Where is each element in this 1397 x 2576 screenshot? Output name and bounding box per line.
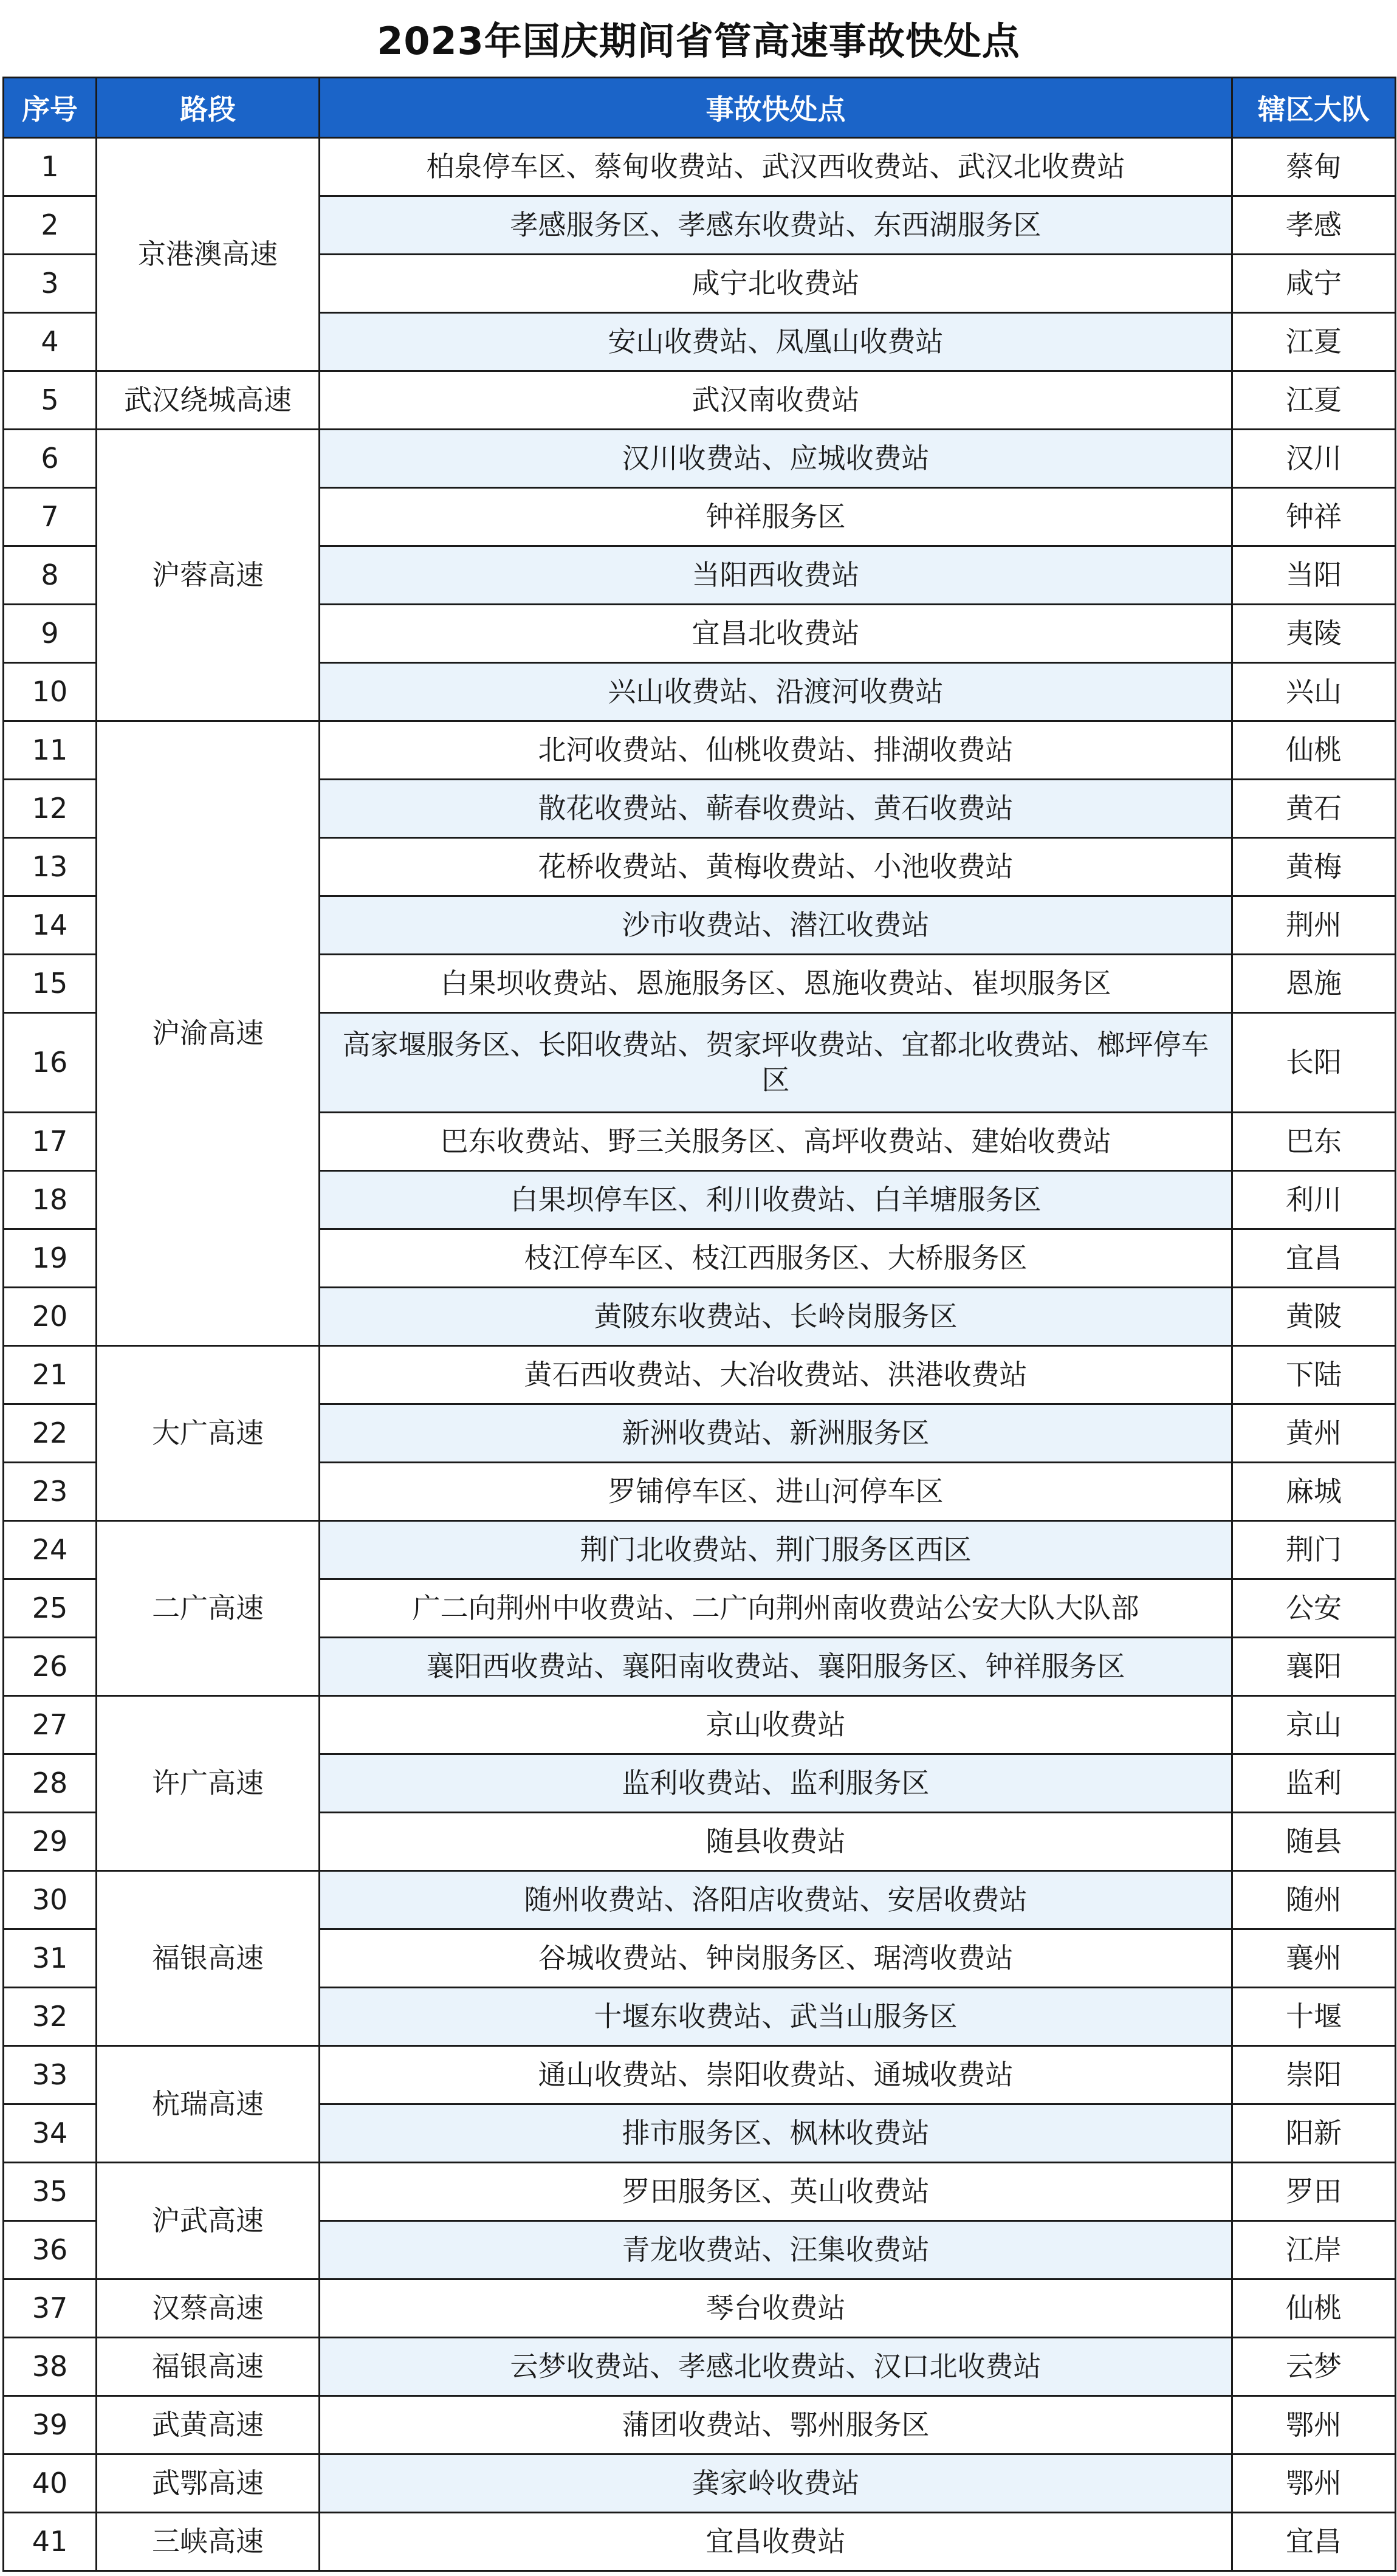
points-cell: 巴东收费站、野三关服务区、高坪收费站、建始收费站	[320, 1113, 1232, 1171]
points-cell: 当阳西收费站	[320, 546, 1232, 605]
points-cell: 汉川收费站、应城收费站	[320, 430, 1232, 488]
table-header-row	[4, 78, 1396, 138]
seq-cell: 1	[4, 138, 97, 196]
brigade-cell: 利川	[1232, 1171, 1396, 1229]
points-cell: 花桥收费站、黄梅收费站、小池收费站	[320, 838, 1232, 896]
table-row	[4, 2396, 1396, 2454]
table-row	[4, 721, 1396, 780]
brigade-cell: 黄陂	[1232, 1288, 1396, 1346]
brigade-cell: 巴东	[1232, 1113, 1396, 1171]
brigade-cell: 黄州	[1232, 1404, 1396, 1463]
segment-cell: 武鄂高速	[97, 2454, 320, 2513]
seq-cell: 9	[4, 605, 97, 663]
brigade-cell: 夷陵	[1232, 605, 1396, 663]
points-cell: 广二向荆州中收费站、二广向荆州南收费站公安大队大队部	[320, 1579, 1232, 1638]
brigade-cell: 仙桃	[1232, 721, 1396, 780]
brigade-cell: 黄梅	[1232, 838, 1396, 896]
points-cell: 黄石西收费站、大冶收费站、洪港收费站	[320, 1346, 1232, 1404]
seq-cell: 40	[4, 2454, 97, 2513]
seq-cell: 25	[4, 1579, 97, 1638]
segment-cell: 汉蔡高速	[97, 2279, 320, 2338]
seq-cell: 23	[4, 1463, 97, 1521]
brigade-cell: 荆门	[1232, 1521, 1396, 1579]
seq-cell: 21	[4, 1346, 97, 1404]
brigade-cell: 监利	[1232, 1754, 1396, 1813]
brigade-cell: 襄阳	[1232, 1638, 1396, 1696]
points-cell: 云梦收费站、孝感北收费站、汉口北收费站	[320, 2338, 1232, 2396]
seq-cell: 34	[4, 2104, 97, 2163]
brigade-cell: 阳新	[1232, 2104, 1396, 2163]
points-cell: 随州收费站、洛阳店收费站、安居收费站	[320, 1871, 1232, 1929]
seq-cell: 32	[4, 1988, 97, 2046]
seq-cell: 33	[4, 2046, 97, 2104]
points-cell: 通山收费站、崇阳收费站、通城收费站	[320, 2046, 1232, 2104]
points-cell: 钟祥服务区	[320, 488, 1232, 546]
brigade-cell: 恩施	[1232, 955, 1396, 1013]
segment-cell: 福银高速	[97, 1871, 320, 2046]
points-cell: 十堰东收费站、武当山服务区	[320, 1988, 1232, 2046]
seq-cell: 17	[4, 1113, 97, 1171]
seq-cell: 12	[4, 780, 97, 838]
header-seq: 序号	[4, 78, 97, 138]
seq-cell: 41	[4, 2513, 97, 2571]
brigade-cell: 咸宁	[1232, 255, 1396, 313]
header-brigade: 辖区大队	[1232, 78, 1396, 138]
table-row	[4, 2279, 1396, 2338]
segment-cell: 许广高速	[97, 1696, 320, 1871]
points-cell: 宜昌收费站	[320, 2513, 1232, 2571]
points-cell: 罗田服务区、英山收费站	[320, 2163, 1232, 2221]
segment-cell: 沪渝高速	[97, 721, 320, 1346]
seq-cell: 18	[4, 1171, 97, 1229]
brigade-cell: 江夏	[1232, 371, 1396, 430]
brigade-cell: 仙桃	[1232, 2279, 1396, 2338]
seq-cell: 2	[4, 196, 97, 255]
points-cell: 北河收费站、仙桃收费站、排湖收费站	[320, 721, 1232, 780]
segment-cell: 大广高速	[97, 1346, 320, 1521]
segment-cell: 杭瑞高速	[97, 2046, 320, 2163]
points-cell: 散花收费站、蕲春收费站、黄石收费站	[320, 780, 1232, 838]
seq-cell: 24	[4, 1521, 97, 1579]
table-row	[4, 1696, 1396, 1754]
table-row	[4, 430, 1396, 488]
seq-cell: 8	[4, 546, 97, 605]
seq-cell: 29	[4, 1813, 97, 1871]
table-row	[4, 2163, 1396, 2221]
points-cell: 新洲收费站、新洲服务区	[320, 1404, 1232, 1463]
points-cell: 琴台收费站	[320, 2279, 1232, 2338]
seq-cell: 38	[4, 2338, 97, 2396]
segment-cell: 二广高速	[97, 1521, 320, 1696]
points-cell: 兴山收费站、沿渡河收费站	[320, 663, 1232, 721]
table-row	[4, 2454, 1396, 2513]
brigade-cell: 鄂州	[1232, 2396, 1396, 2454]
seq-cell: 3	[4, 255, 97, 313]
seq-cell: 6	[4, 430, 97, 488]
seq-cell: 35	[4, 2163, 97, 2221]
points-cell: 黄陂东收费站、长岭岗服务区	[320, 1288, 1232, 1346]
segment-cell: 京港澳高速	[97, 138, 320, 371]
points-cell: 宜昌北收费站	[320, 605, 1232, 663]
accident-points-table	[2, 77, 1396, 2572]
table-row	[4, 1871, 1396, 1929]
brigade-cell: 十堰	[1232, 1988, 1396, 2046]
segment-cell: 三峡高速	[97, 2513, 320, 2571]
points-cell: 随县收费站	[320, 1813, 1232, 1871]
points-cell: 沙市收费站、潜江收费站	[320, 896, 1232, 955]
points-cell: 高家堰服务区、长阳收费站、贺家坪收费站、宜都北收费站、榔坪停车区	[320, 1013, 1232, 1113]
brigade-cell: 兴山	[1232, 663, 1396, 721]
points-cell: 谷城收费站、钟岗服务区、琚湾收费站	[320, 1929, 1232, 1988]
brigade-cell: 下陆	[1232, 1346, 1396, 1404]
seq-cell: 19	[4, 1229, 97, 1288]
header-segment: 路段	[97, 78, 320, 138]
seq-cell: 28	[4, 1754, 97, 1813]
seq-cell: 13	[4, 838, 97, 896]
seq-cell: 26	[4, 1638, 97, 1696]
segment-cell: 沪蓉高速	[97, 430, 320, 721]
brigade-cell: 襄州	[1232, 1929, 1396, 1988]
points-cell: 蒲团收费站、鄂州服务区	[320, 2396, 1232, 2454]
page-title: 2023年国庆期间省管高速事故快处点	[377, 19, 1020, 63]
seq-cell: 15	[4, 955, 97, 1013]
seq-cell: 31	[4, 1929, 97, 1988]
seq-cell: 16	[4, 1013, 97, 1113]
seq-cell: 37	[4, 2279, 97, 2338]
table-row	[4, 2046, 1396, 2104]
seq-cell: 14	[4, 896, 97, 955]
seq-cell: 4	[4, 313, 97, 371]
points-cell: 安山收费站、凤凰山收费站	[320, 313, 1232, 371]
seq-cell: 20	[4, 1288, 97, 1346]
brigade-cell: 鄂州	[1232, 2454, 1396, 2513]
brigade-cell: 麻城	[1232, 1463, 1396, 1521]
brigade-cell: 宜昌	[1232, 1229, 1396, 1288]
brigade-cell: 宜昌	[1232, 2513, 1396, 2571]
brigade-cell: 黄石	[1232, 780, 1396, 838]
brigade-cell: 随州	[1232, 1871, 1396, 1929]
points-cell: 京山收费站	[320, 1696, 1232, 1754]
brigade-cell: 江夏	[1232, 313, 1396, 371]
brigade-cell: 崇阳	[1232, 2046, 1396, 2104]
points-cell: 武汉南收费站	[320, 371, 1232, 430]
points-cell: 荆门北收费站、荆门服务区西区	[320, 1521, 1232, 1579]
brigade-cell: 公安	[1232, 1579, 1396, 1638]
seq-cell: 27	[4, 1696, 97, 1754]
table-row	[4, 138, 1396, 196]
brigade-cell: 钟祥	[1232, 488, 1396, 546]
brigade-cell: 汉川	[1232, 430, 1396, 488]
seq-cell: 36	[4, 2221, 97, 2279]
brigade-cell: 罗田	[1232, 2163, 1396, 2221]
brigade-cell: 长阳	[1232, 1013, 1396, 1113]
points-cell: 枝江停车区、枝江西服务区、大桥服务区	[320, 1229, 1232, 1288]
brigade-cell: 江岸	[1232, 2221, 1396, 2279]
seq-cell: 22	[4, 1404, 97, 1463]
header-points: 事故快处点	[320, 78, 1232, 138]
seq-cell: 39	[4, 2396, 97, 2454]
seq-cell: 11	[4, 721, 97, 780]
segment-cell: 福银高速	[97, 2338, 320, 2396]
points-cell: 咸宁北收费站	[320, 255, 1232, 313]
seq-cell: 10	[4, 663, 97, 721]
points-cell: 青龙收费站、汪集收费站	[320, 2221, 1232, 2279]
table-body	[4, 138, 1396, 2571]
seq-cell: 30	[4, 1871, 97, 1929]
segment-cell: 沪武高速	[97, 2163, 320, 2279]
segment-cell: 武黄高速	[97, 2396, 320, 2454]
table-row	[4, 371, 1396, 430]
table-row	[4, 2513, 1396, 2571]
points-cell: 襄阳西收费站、襄阳南收费站、襄阳服务区、钟祥服务区	[320, 1638, 1232, 1696]
points-cell: 龚家岭收费站	[320, 2454, 1232, 2513]
brigade-cell: 孝感	[1232, 196, 1396, 255]
table-row	[4, 1521, 1396, 1579]
points-cell: 孝感服务区、孝感东收费站、东西湖服务区	[320, 196, 1232, 255]
seq-cell: 7	[4, 488, 97, 546]
points-cell: 柏泉停车区、蔡甸收费站、武汉西收费站、武汉北收费站	[320, 138, 1232, 196]
brigade-cell: 荆州	[1232, 896, 1396, 955]
segment-cell: 武汉绕城高速	[97, 371, 320, 430]
brigade-cell: 随县	[1232, 1813, 1396, 1871]
table-row	[4, 1346, 1396, 1404]
brigade-cell: 当阳	[1232, 546, 1396, 605]
points-cell: 白果坝停车区、利川收费站、白羊塘服务区	[320, 1171, 1232, 1229]
table-row	[4, 2338, 1396, 2396]
brigade-cell: 云梦	[1232, 2338, 1396, 2396]
seq-cell: 5	[4, 371, 97, 430]
points-cell: 排市服务区、枫林收费站	[320, 2104, 1232, 2163]
brigade-cell: 京山	[1232, 1696, 1396, 1754]
points-cell: 白果坝收费站、恩施服务区、恩施收费站、崔坝服务区	[320, 955, 1232, 1013]
points-cell: 监利收费站、监利服务区	[320, 1754, 1232, 1813]
brigade-cell: 蔡甸	[1232, 138, 1396, 196]
points-cell: 罗铺停车区、进山河停车区	[320, 1463, 1232, 1521]
